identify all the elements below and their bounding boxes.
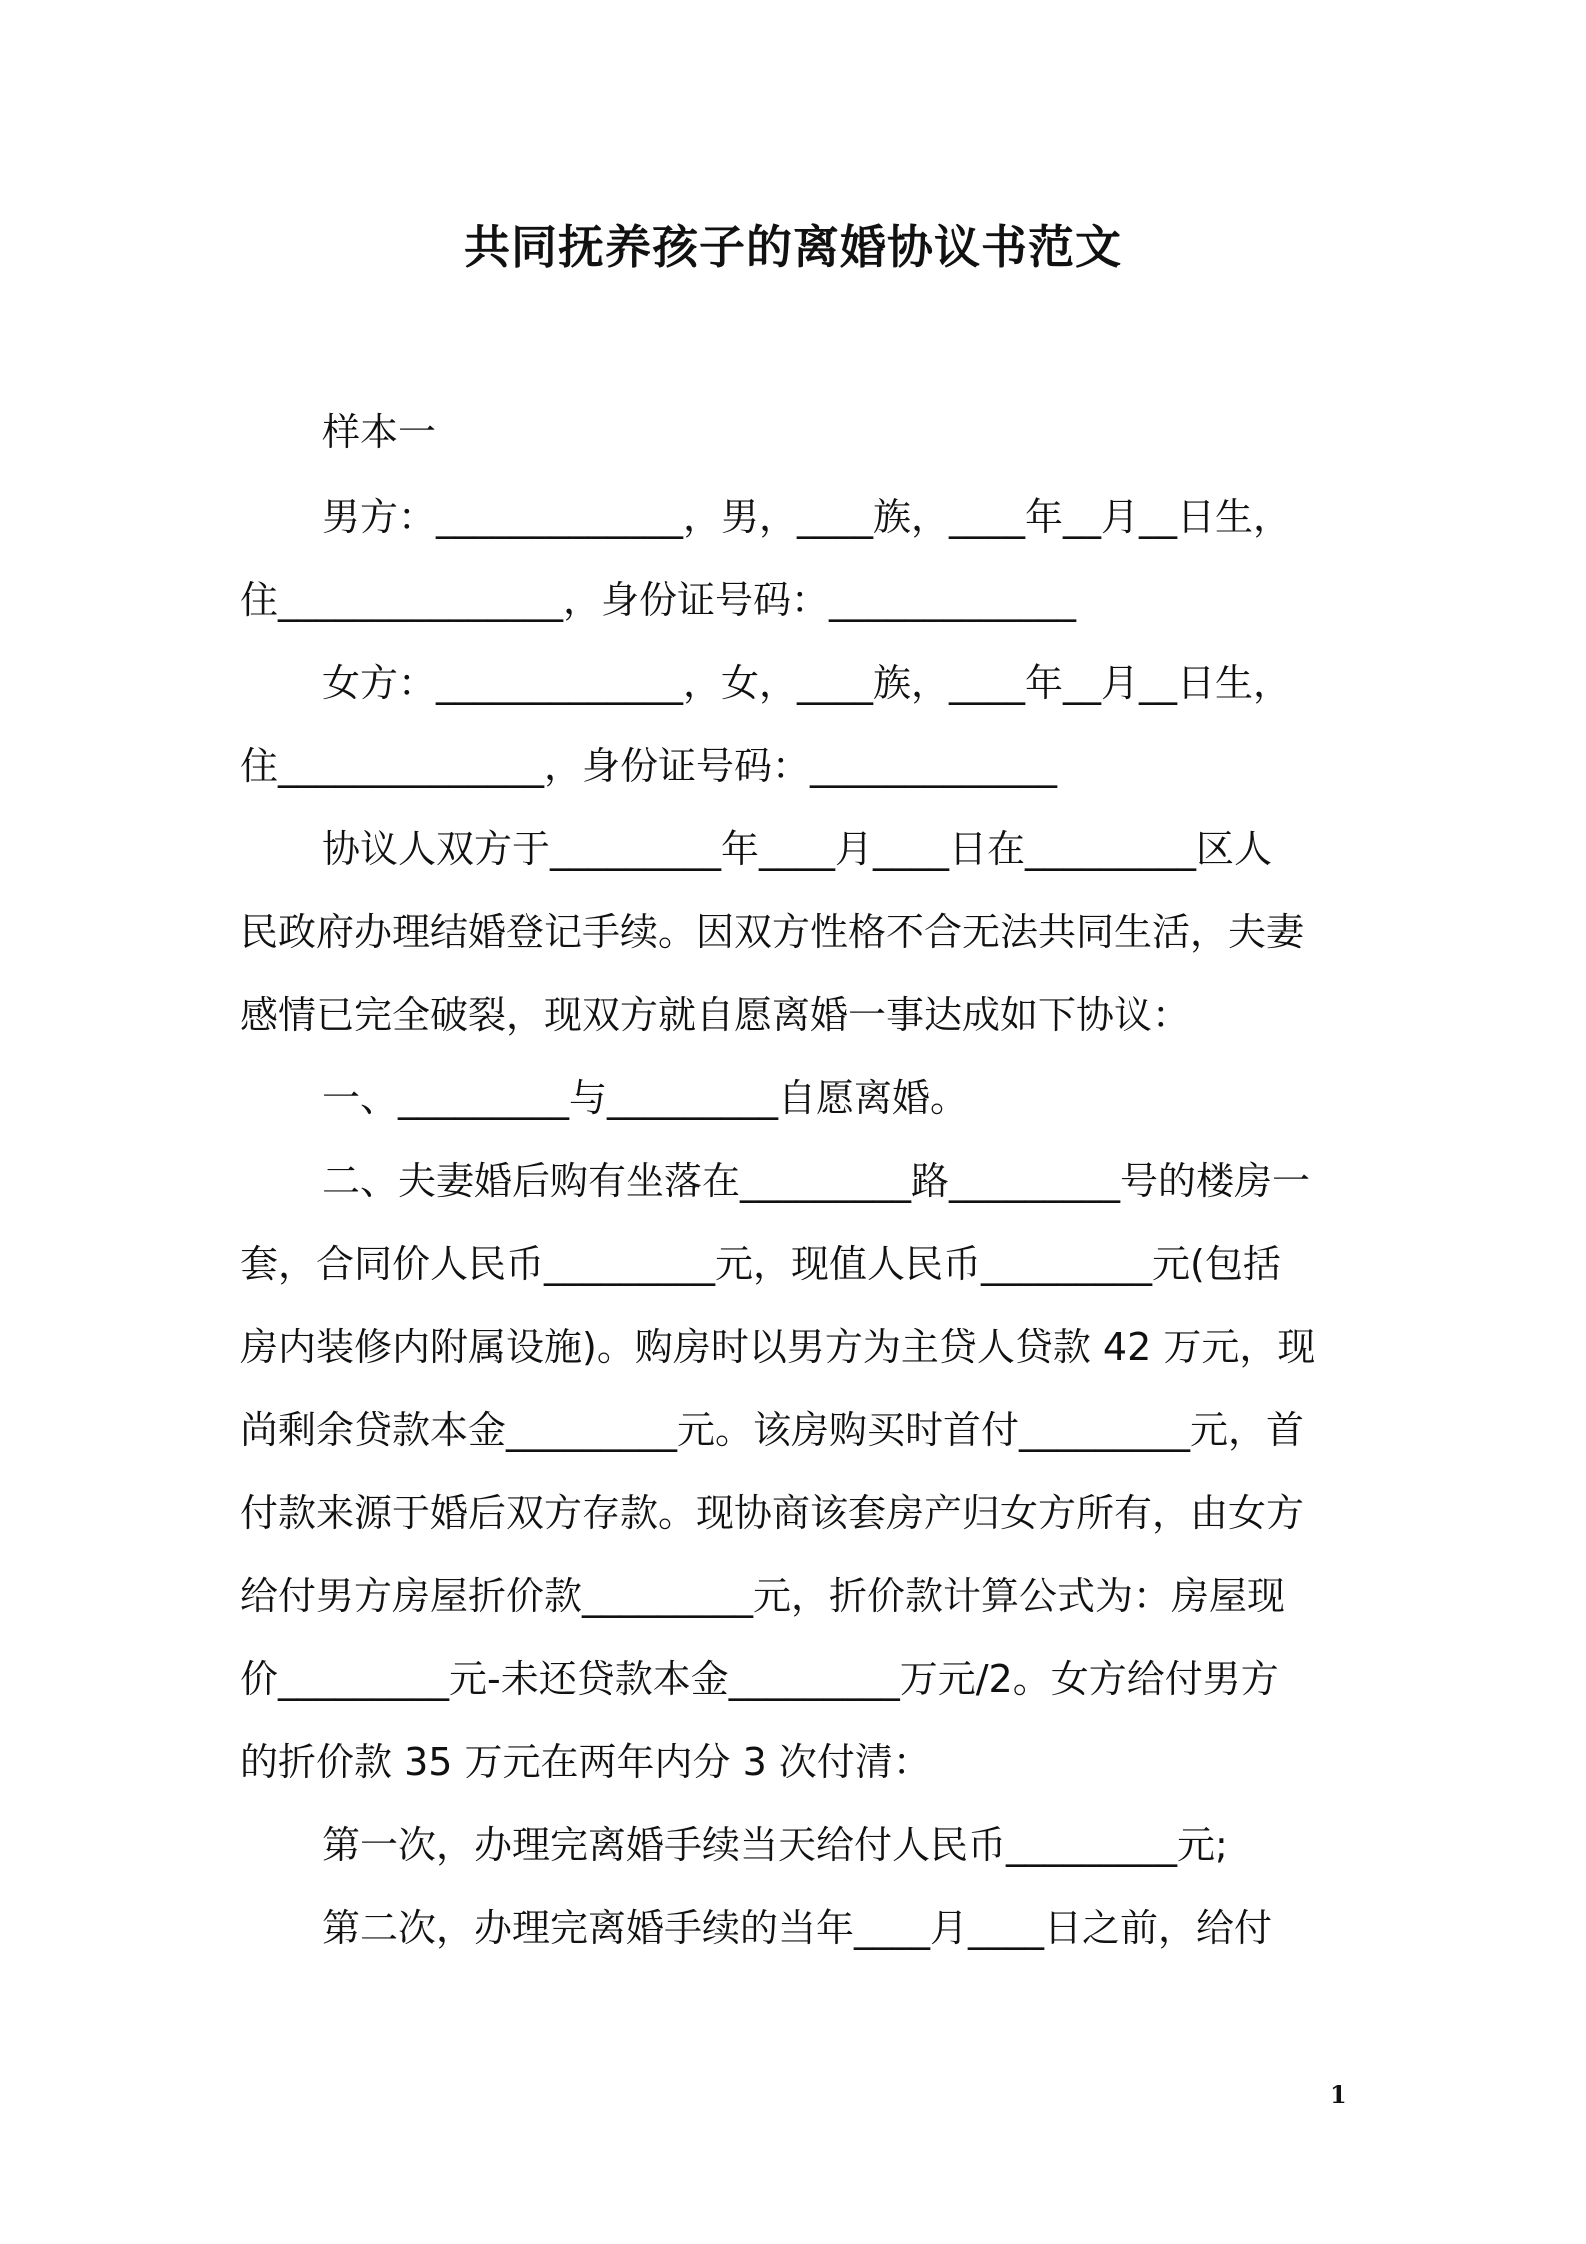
paragraph-line: 套，合同价人民币_________元，现值人民币_________元(包括 bbox=[240, 1242, 1281, 1286]
page-number: 1 bbox=[1330, 2080, 1347, 2109]
sample-heading: 样本一 bbox=[322, 410, 437, 454]
paragraph-line: 民政府办理结婚登记手续。因双方性格不合无法共同生活，夫妻 bbox=[240, 910, 1305, 954]
paragraph-line: 价_________元-未还贷款本金_________万元/2。女方给付男方 bbox=[240, 1657, 1279, 1701]
female-address-line: 住______________，身份证号码：_____________ bbox=[240, 744, 1058, 788]
document-title: 共同抚养孩子的离婚协议书范文 bbox=[464, 220, 1122, 274]
second-payment-line: 第二次，办理完离婚手续的当年____月____日之前，给付 bbox=[322, 1906, 1273, 1950]
paragraph-line: 给付男方房屋折价款_________元，折价款计算公式为：房屋现 bbox=[240, 1574, 1286, 1618]
paragraph-line: 的折价款 35 万元在两年内分 3 次付清： bbox=[240, 1740, 931, 1784]
first-payment-line: 第一次，办理完离婚手续当天给付人民币_________元; bbox=[322, 1823, 1228, 1867]
clause-two-line: 二、夫妻婚后购有坐落在_________路_________号的楼房一 bbox=[322, 1159, 1311, 1203]
paragraph-line: 感情已完全破裂，现双方就自愿离婚一事达成如下协议： bbox=[240, 993, 1191, 1037]
paragraph-line: 尚剩余贷款本金_________元。该房购买时首付_________元，首 bbox=[240, 1408, 1305, 1452]
male-address-line: 住_______________，身份证号码：_____________ bbox=[240, 578, 1077, 622]
paragraph-line: 协议人双方于_________年____月____日在_________区人 bbox=[322, 827, 1273, 871]
female-party-line: 女方：_____________，女，____族，____年__月__日生， bbox=[322, 661, 1292, 705]
male-party-line: 男方：_____________，男，____族，____年__月__日生， bbox=[322, 495, 1292, 539]
paragraph-line: 房内装修内附属设施)。购房时以男方为主贷人贷款 42 万元，现 bbox=[240, 1325, 1316, 1369]
clause-one-line: 一、_________与_________自愿离婚。 bbox=[322, 1076, 969, 1120]
paragraph-line: 付款来源于婚后双方存款。现协商该套房产归女方所有，由女方 bbox=[240, 1491, 1305, 1535]
